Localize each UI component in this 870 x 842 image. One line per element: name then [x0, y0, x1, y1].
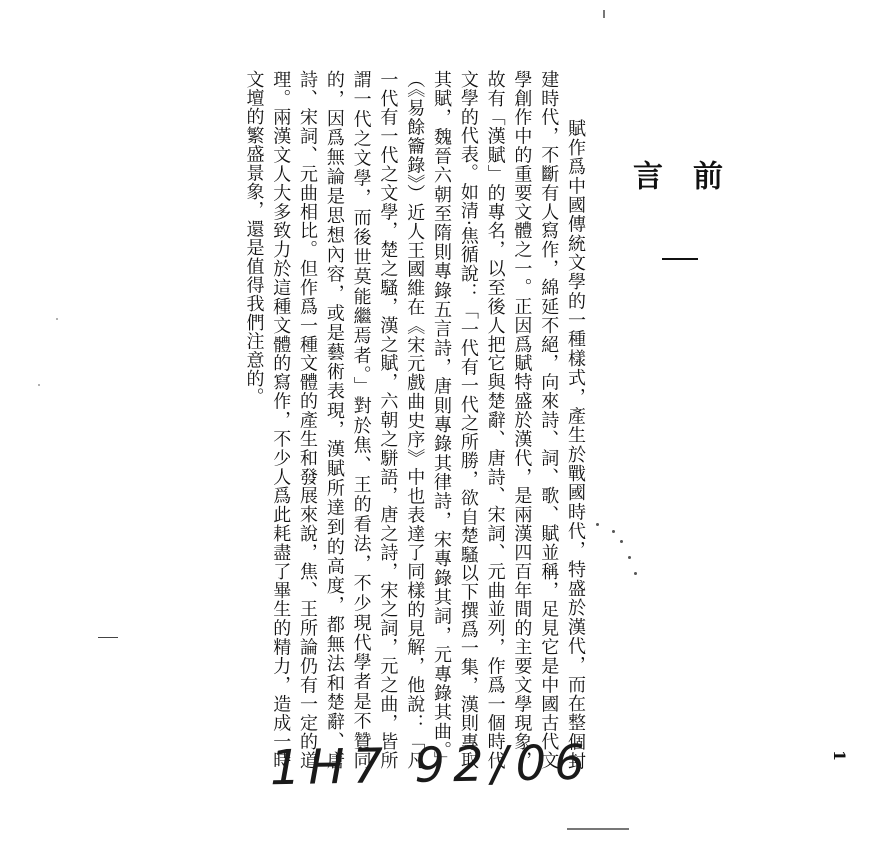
scan-speckle	[38, 384, 40, 386]
handwritten-note: 1H7 92/06	[269, 734, 594, 797]
heading-block	[627, 160, 742, 310]
scan-speckle	[628, 556, 631, 559]
scan-speckle	[634, 572, 637, 575]
scan-speckle	[612, 530, 615, 533]
scan-mark	[567, 828, 629, 830]
page-number: 1	[830, 750, 849, 762]
body-text	[118, 70, 588, 770]
scan-speckle	[596, 523, 599, 526]
scan-speckle	[620, 540, 623, 543]
page-title: 前 言	[627, 160, 722, 236]
scan-mark	[603, 10, 605, 18]
paragraph: 賦作爲中國傳統文學的一種樣式，產生於戰國時代，特盛於漢代，而在整個封建時代，不斷有人寫作，綿延不絕，向來詩、詞、歌、賦並稱，足見它是中國古代文學創作中的重要文體之一。正因爲賦特盛於漢代，是兩漢四百年間的主要文學現象，故有「漢賦」的專名，以至後人把它與楚辭、唐詩、宋詞、元曲並列，作爲一個時代文學的代表。如清·焦循說：「一代有一代之所勝，欲自楚騷以下撰爲一集，漢則專取其賦，魏晉六朝至隋則專錄五言詩，唐則專錄其律詩，宋專錄其詞，元專錄其曲。」（《易餘籥錄》）近人王國維在《宋元戲曲史序》中也表達了同樣的見解，他說：「凡一代有一代之文學，楚之騷，漢之賦，六朝之駢語，唐之詩，宋之詞，元之曲，皆所謂一代之文學，而後世莫能繼焉者。」對於焦、王的看法，不少現代學者是不贊同的，因爲無論是思想內容，或是藝術表現，漢賦所達到的高度，都無法和楚辭、唐詩、宋詞、元曲相比。但作爲一種文體的產生和發展來說，焦、王所論仍有一定的道理。兩漢文人大多致力於這種文體的寫作，不少人爲此耗盡了畢生的精力，造成一時文壇的繁盛景象，還是值得我們注意的。	[243, 70, 586, 770]
scan-speckle	[56, 318, 58, 320]
scan-mark	[98, 637, 118, 638]
chapter-rule	[662, 258, 698, 260]
